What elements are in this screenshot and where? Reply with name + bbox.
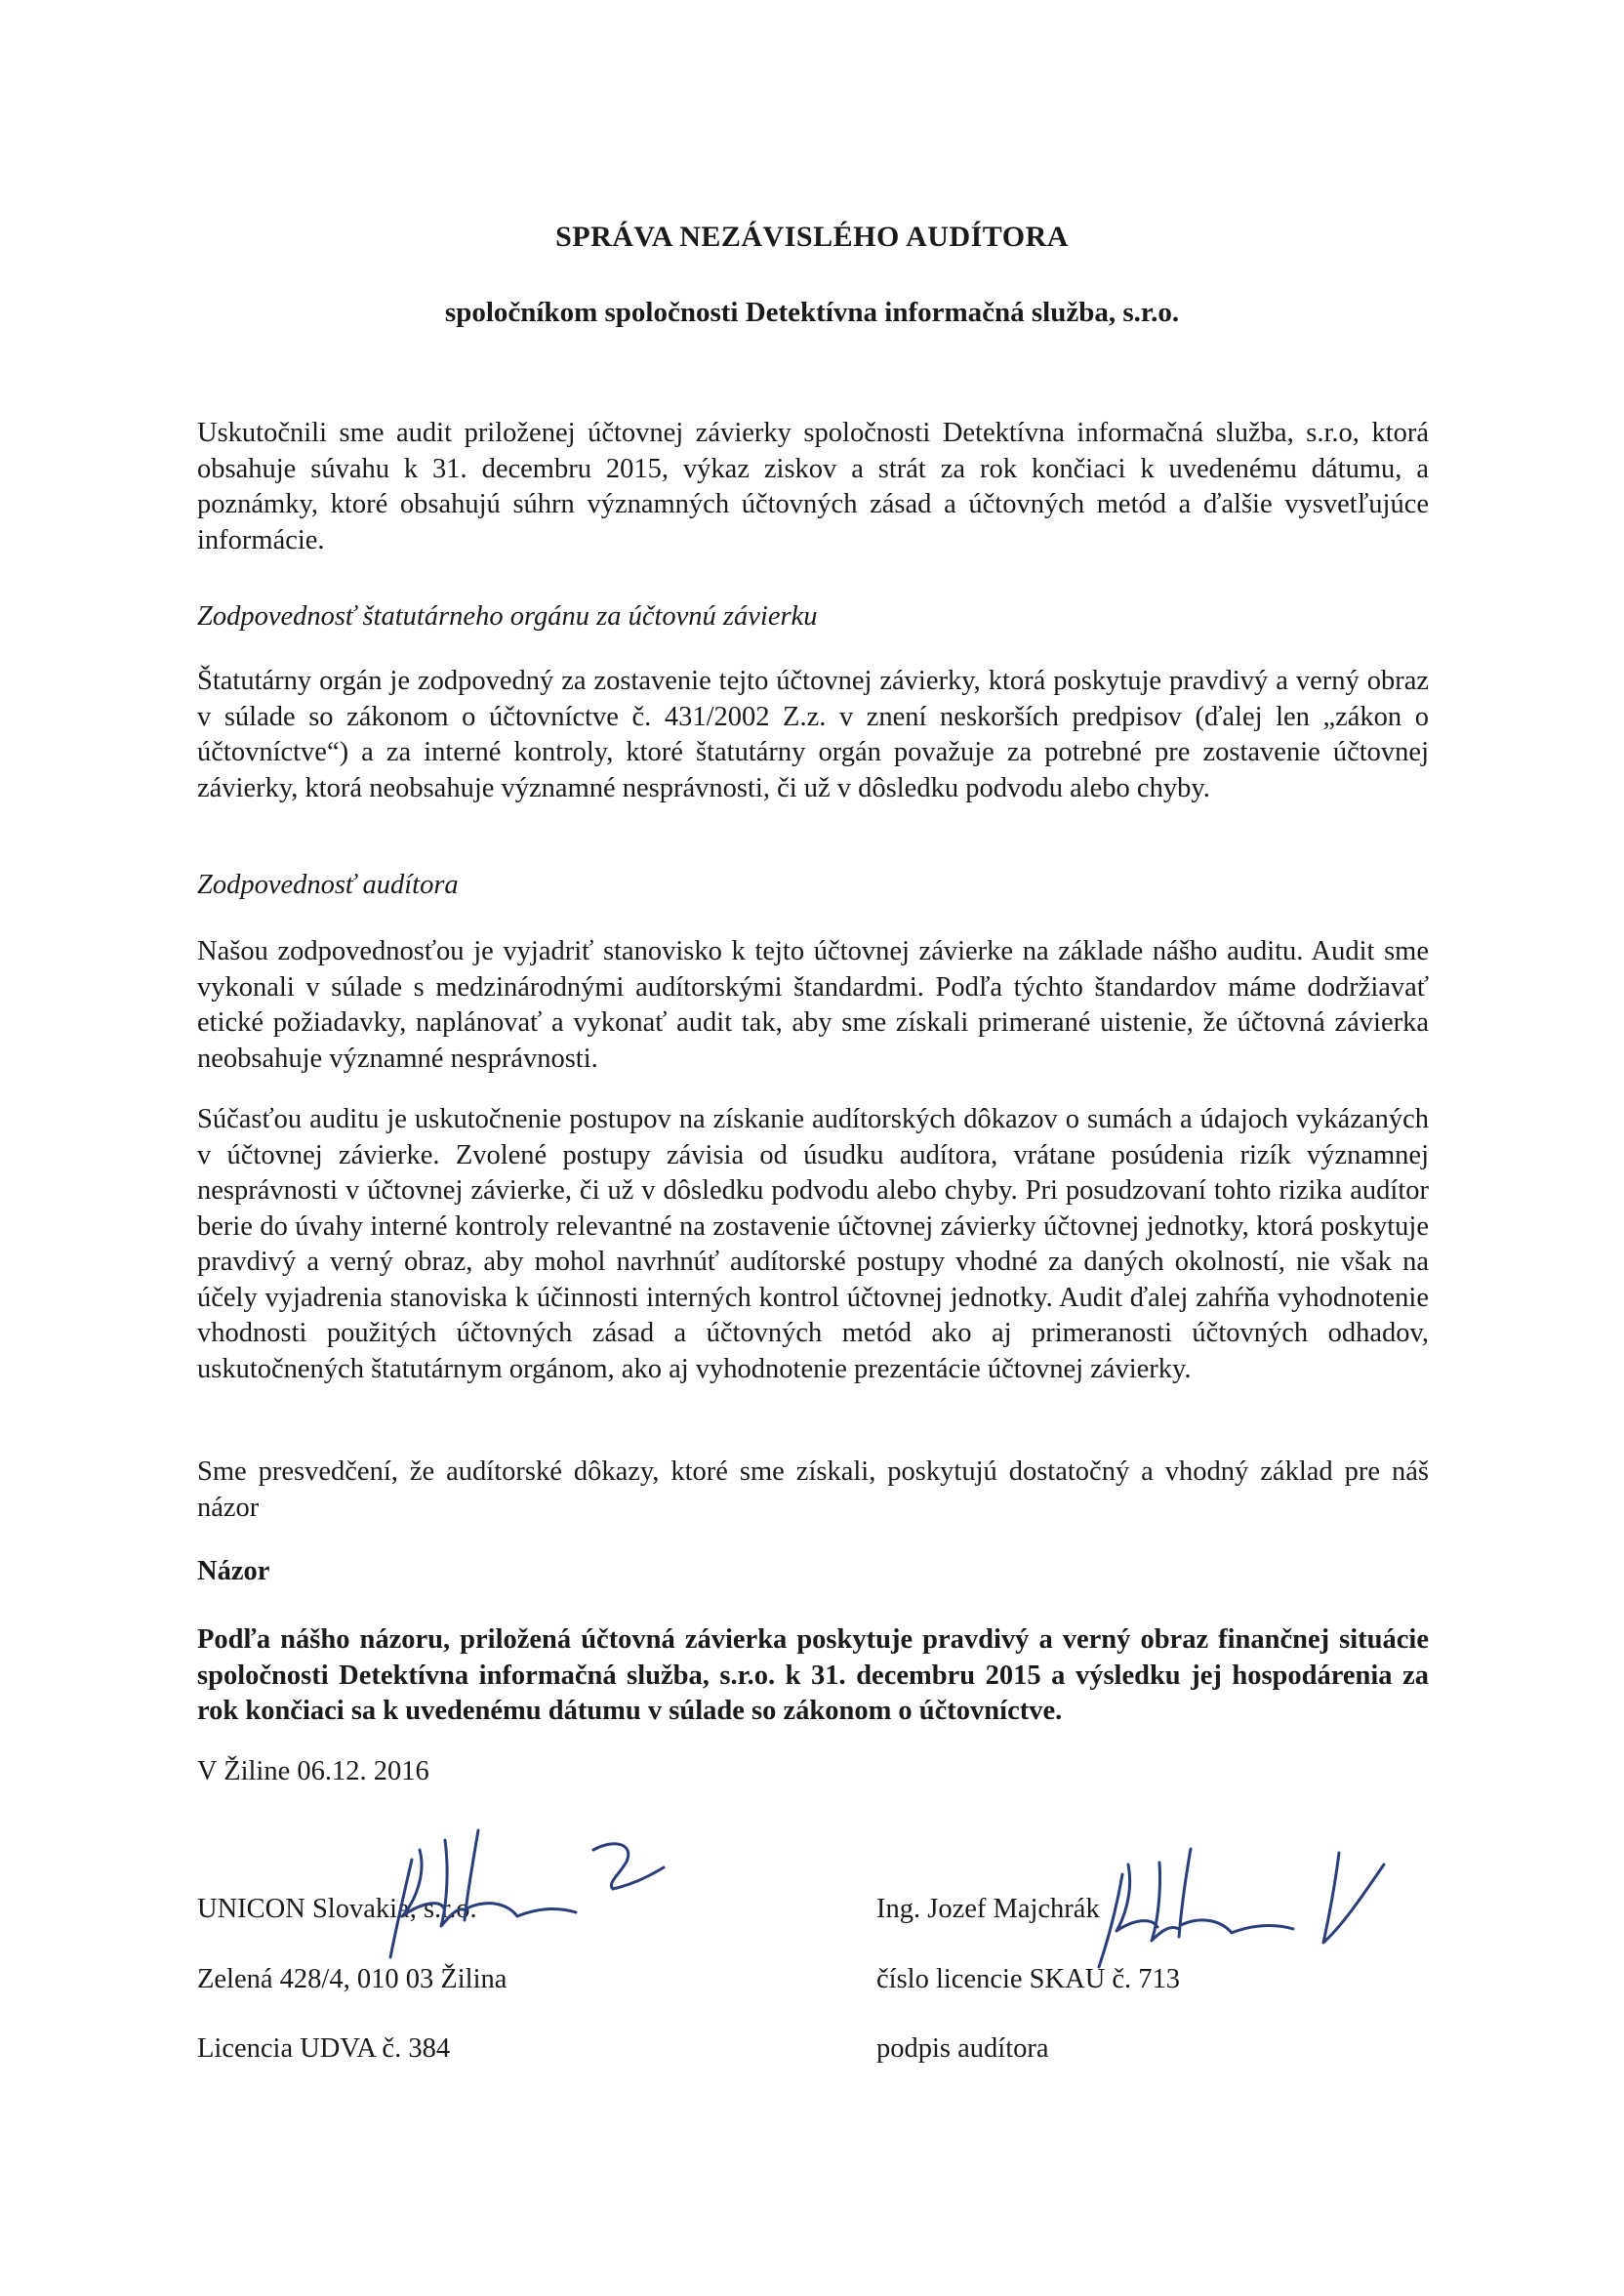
report-subtitle: spoločníkom spoločnosti Detektívna informačná služba, s.r.o. <box>444 297 1180 328</box>
section2-paragraph-1: Našou zodpovednosťou je vyjadriť stanovisko k tejto účtovnej závierke na základe nášho auditu. Audit sme vykonali v súlade s medzinárodnými audítorskými štandardmi. Podľa týchto štandardov máme dodržiavať etické požiadavky, naplánovať a vykonať audit tak, aby sme získali primerané uistenie, že účtovná závierka neobsahuje významné nesprávnosti. <box>197 936 1429 1074</box>
company-address: Zelená 428/4, 010 03 Žilina <box>197 1964 508 1994</box>
section2-heading: Zodpovednosť audítora <box>197 870 459 900</box>
section2-paragraph-2: Súčasťou auditu je uskutočnenie postupov na získanie audítorských dôkazov o sumách a údajoch vykázaných v účtovnej závierke. Zvolené postupy závisia od úsudku audítora, vrátane posúdenia rizík významnej nesprávnosti v účtovnej závierke, či už v dôsledku podvodu alebo chyby. Pri posudzovaní tohto rizika audítor berie do úvahy interné kontroly relevantné na zostavenie účtovnej závierky účtovnej jednotky, ktorá poskytuje pravdivý a verný obraz, aby mohol navrhnúť audítorské postupy vhodné za daných okolností, nie však na účely vyjadrenia stanoviska k účinnosti interných kontrol účtovnej jednotky. Audit ďalej zahŕňa vyhodnotenie vhodnosti použitých účtovných zásad a účtovných metód ako aj primeranosti účtovných odhadov, uskutočnených štatutárnym orgánom, ako aj vyhodnotenie prezentácie účtovnej závierky. <box>197 1104 1429 1384</box>
section2-paragraph-3: Sme presvedčení, že audítorské dôkazy, ktoré sme získali, poskytujú dostatočný a vhodný základ pre náš názor <box>197 1456 1429 1523</box>
intro-paragraph: Uskutočnili sme audit priloženej účtovnej závierky spoločnosti Detektívna informačná služba, s.r.o, ktorá obsahuje súvahu k 31. decembru 2015, výkaz ziskov a strát za rok končiaci k uvedenému dátumu, a poznámky, ktoré obsahujú súhrn významných účtovných zásad a účtovných metód a ďalšie vysvetľujúce informácie. <box>197 418 1429 555</box>
report-title: SPRÁVA NEZÁVISLÉHO AUDÍTORA <box>555 221 1069 253</box>
signature-right <box>1074 1835 1405 1982</box>
opinion-heading: Názor <box>197 1556 270 1586</box>
section1-paragraph: Štatutárny orgán je zodpovedný za zostavenie tejto účtovnej závierky, ktorá poskytuje pravdivý a verný obraz v súlade so zákonom o účtovníctve č. 431/2002 Z.z. v znení neskorších predpisov (ďalej len „zákon o účtovníctve“) a za interné kontroly, ktoré štatutárny orgán považuje za potrebné pre zostavenie účtovnej závierky, ktorá neobsahuje významné nesprávnosti, či už v dôsledku podvodu alebo chyby. <box>197 666 1429 803</box>
opinion-paragraph: Podľa nášho názoru, priložená účtovná závierka poskytuje pravdivý a verný obraz finančnej situácie spoločnosti Detektívna informačná služba, s.r.o. k 31. decembru 2015 a výsledku jej hospodárenia za rok končiaci sa k uvedenému dátumu v súlade so zákonom o účtovníctve. <box>197 1624 1429 1726</box>
section1-heading: Zodpovednosť štatutárneho orgánu za účtovnú závierku <box>197 601 818 632</box>
place-date: V Žiline 06.12. 2016 <box>197 1756 429 1786</box>
signature-left <box>351 1811 683 1977</box>
company-license: Licencia UDVA č. 384 <box>197 2033 451 2064</box>
company-name: UNICON Slovakia, s.r.o. <box>197 1894 477 1924</box>
auditor-license: číslo licencie SKAU č. 713 <box>876 1964 1181 1994</box>
auditor-name: Ing. Jozef Majchrák <box>876 1894 1100 1924</box>
signature-label: podpis audítora <box>876 2033 1049 2064</box>
